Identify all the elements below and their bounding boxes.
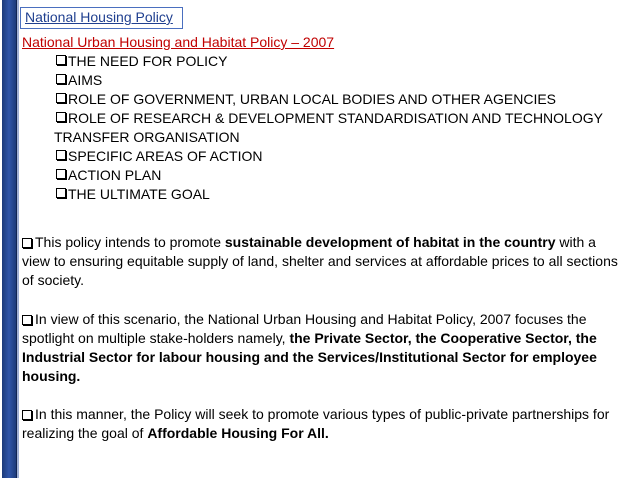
list-item-continuation: TRANSFER ORGANISATION: [54, 129, 240, 145]
list-item: SPECIFIC AREAS OF ACTION: [22, 147, 622, 166]
checkbox-bullet-icon: [56, 112, 66, 122]
checkbox-bullet-icon: [56, 93, 66, 103]
checkbox-bullet-icon: [56, 188, 66, 198]
paragraph-policy-intent: This policy intends to promote sustainable development of habitat in the country with a view to ensuring equitable supply of land, shelter and services at affordable prices to all sections of society.: [22, 234, 618, 288]
list-item: THE ULTIMATE GOAL: [22, 185, 622, 204]
left-accent-bar: [2, 0, 17, 478]
list-item: ROLE OF GOVERNMENT, URBAN LOCAL BODIES AND OTHER AGENCIES: [22, 90, 622, 109]
checkbox-bullet-icon: [56, 169, 66, 179]
slide-title: National Housing Policy: [25, 9, 173, 25]
list-item: AIMS: [22, 71, 622, 90]
list-item: ROLE OF RESEARCH & DEVELOPMENT STANDARDISATION AND TECHNOLOGY: [22, 109, 622, 128]
checkbox-bullet-icon: [56, 74, 66, 84]
paragraph-stakeholders: In view of this scenario, the National Urban Housing and Habitat Policy, 2007 focuses the spotlight on multiple stake-holders namely, the Private Sector, the Cooperative Sector, the Industrial Sector for labour housing and the Services/Institutional Sector for employee housing.: [22, 311, 597, 384]
checkbox-bullet-icon: [22, 315, 32, 325]
policy-subtitle: National Urban Housing and Habitat Policy – 2007: [22, 34, 335, 50]
checkbox-bullet-icon: [56, 55, 66, 65]
list-item: THE NEED FOR POLICY: [22, 52, 622, 71]
list-item: ACTION PLAN: [22, 166, 622, 185]
contents-list: [22, 52, 622, 204]
checkbox-bullet-icon: [22, 238, 32, 248]
checkbox-bullet-icon: [56, 150, 66, 160]
paragraph-partnerships: In this manner, the Policy will seek to promote various types of public-private partnerships for realizing the goal of Affordable Housing For All.: [22, 406, 610, 441]
checkbox-bullet-icon: [22, 410, 32, 420]
